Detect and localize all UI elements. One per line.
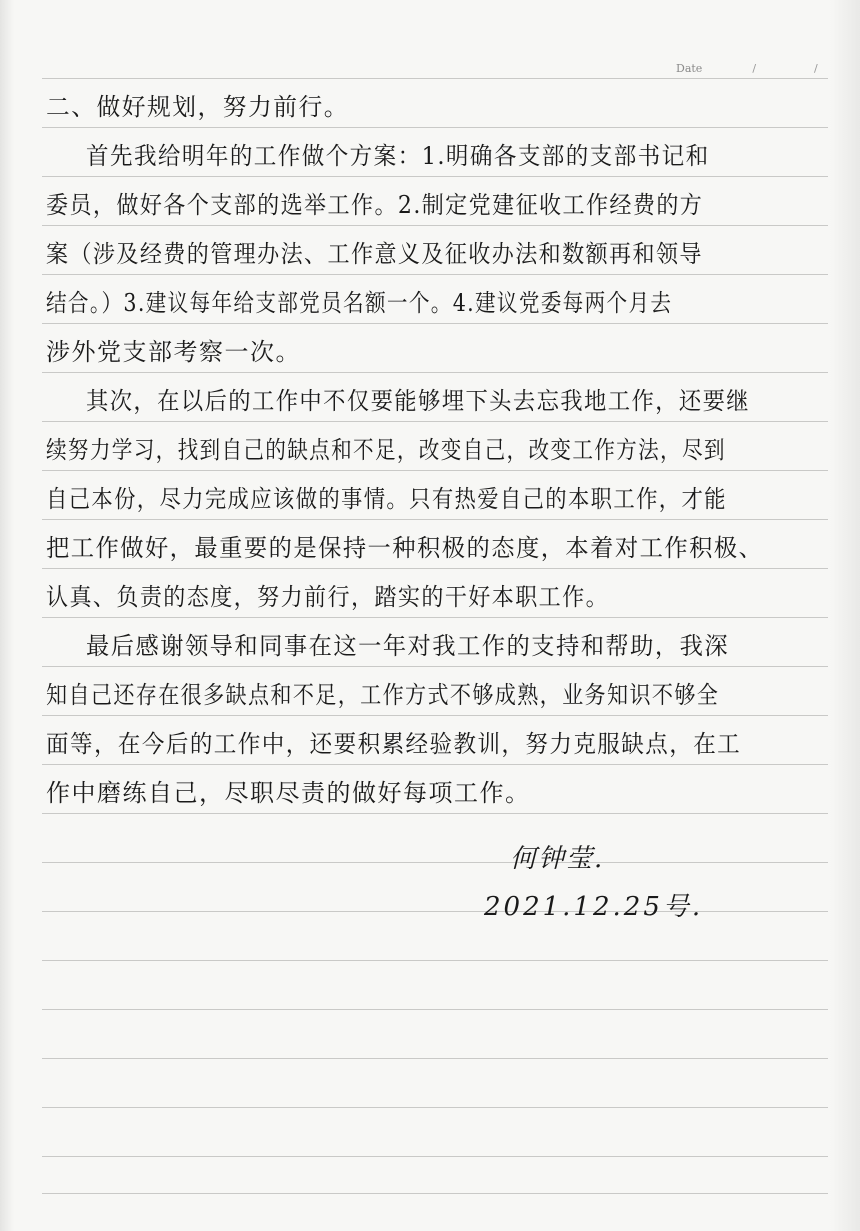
ruled-line	[42, 1009, 828, 1010]
text-line: 面等，在今后的工作中，还要积累经验教训，努力克服缺点，在工	[46, 730, 742, 758]
text-line: 其次，在以后的工作中不仅要能够埋下头去忘我地工作，还要继	[86, 387, 751, 415]
ruled-line	[42, 127, 828, 128]
section-heading: 二、做好规划，努力前行。	[46, 93, 349, 121]
text-line: 委员，做好各个支部的选举工作。2.制定党建征收工作经费的方	[46, 191, 704, 219]
text-line: 知自己还存在很多缺点和不足，工作方式不够成熟，业务知识不够全	[46, 681, 720, 709]
ruled-line	[42, 421, 828, 422]
date-label: Date	[676, 62, 703, 75]
text-line: 结合。）3.建议每年给支部党员名额一个。4.建议党委每两个月去	[46, 289, 673, 317]
ruled-line	[42, 519, 828, 520]
page-binding-edge	[0, 0, 14, 1231]
date-field	[676, 62, 818, 75]
ruled-line	[42, 372, 828, 373]
ruled-line	[42, 1156, 828, 1157]
text-line: 案（涉及经费的管理办法、工作意义及征收办法和数额再和领导	[46, 240, 703, 268]
date-separator: /	[752, 62, 757, 75]
ruled-line	[42, 715, 828, 716]
ruled-line	[42, 764, 828, 765]
text-line: 最后感谢领导和同事在这一年对我工作的支持和帮助，我深	[86, 632, 730, 660]
text-line: 把工作做好，最重要的是保持一种积极的态度，本着对工作积极、	[46, 534, 764, 562]
ruled-line	[42, 1193, 828, 1194]
text-line: 涉外党支部考察一次。	[46, 338, 301, 366]
ruled-line	[42, 78, 828, 79]
ruled-line	[42, 225, 828, 226]
ruled-line	[42, 568, 828, 569]
ruled-line	[42, 1107, 828, 1108]
ruled-line	[42, 1058, 828, 1059]
ruled-line	[42, 176, 828, 177]
ruled-line	[42, 323, 828, 324]
ruled-line	[42, 862, 828, 863]
page-shadow	[830, 0, 860, 1231]
signature-date: 2021.12.25号.	[484, 892, 704, 922]
ruled-line	[42, 813, 828, 814]
ruled-line	[42, 274, 828, 275]
ruled-line	[42, 617, 828, 618]
ruled-line	[42, 470, 828, 471]
text-line: 自己本份，尽力完成应该做的事情。只有热爱自己的本职工作，才能	[46, 485, 727, 513]
ruled-line	[42, 911, 828, 912]
date-separator: /	[814, 62, 818, 75]
text-line: 首先我给明年的工作做个方案：1.明确各支部的支部书记和	[86, 142, 710, 170]
ruled-line	[42, 666, 828, 667]
text-line: 续努力学习，找到自己的缺点和不足，改变自己，改变工作方法，尽到	[46, 436, 726, 464]
text-line: 作中磨练自己，尽职尽责的做好每项工作。	[46, 779, 531, 807]
signature-name: 何钟莹.	[510, 844, 605, 874]
ruled-line	[42, 960, 828, 961]
text-line: 认真、负责的态度，努力前行，踏实的干好本职工作。	[46, 583, 610, 611]
